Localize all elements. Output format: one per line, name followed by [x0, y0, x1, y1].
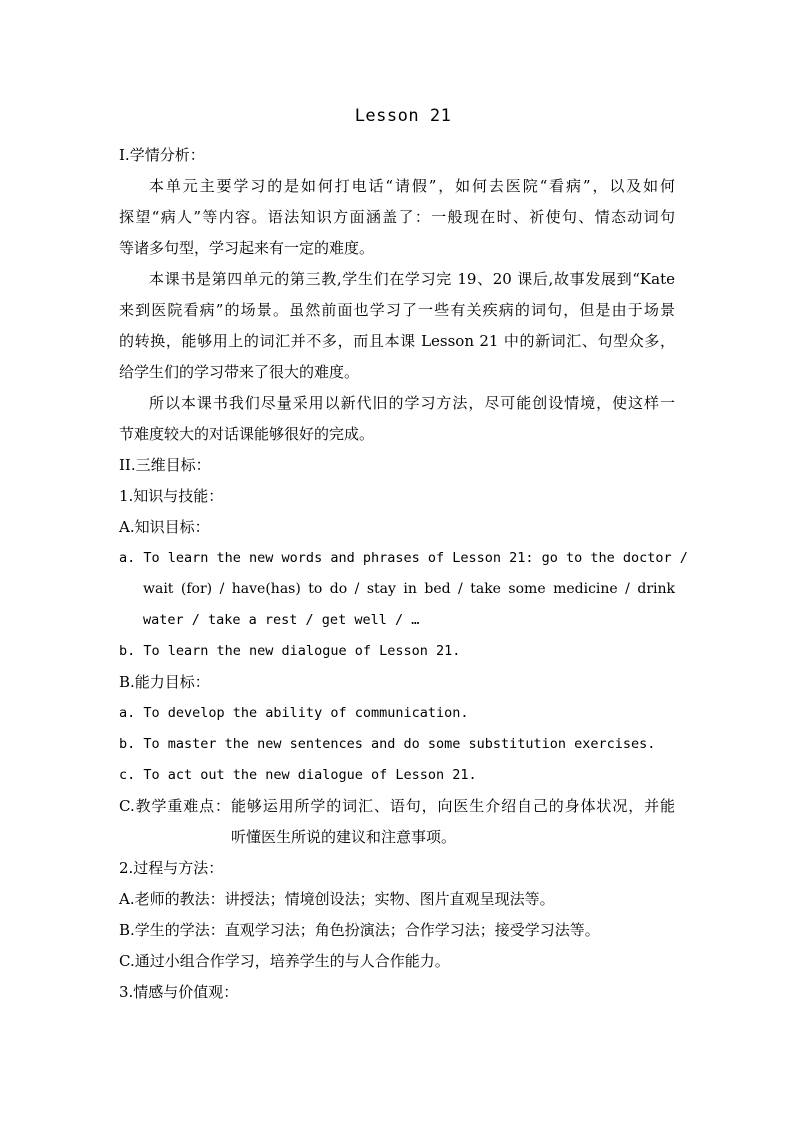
ability-goal-item: a. To develop the ability of communication. [119, 705, 469, 721]
paragraph-line: 的转换，能够用上的词汇并不多，而且本课 Lesson 21 中的新词汇、句型众多， [119, 332, 675, 350]
paragraph-line: 探望“病人”等内容。语法知识方面涵盖了：一般现在时、祈使句、情态动词句 [119, 208, 675, 226]
knowledge-goal-item: water / take a rest / get well / … [143, 612, 420, 628]
paragraph-line: 所以本课书我们尽量采用以新代旧的学习方法，尽可能创设情境，使这样一 [149, 394, 675, 412]
paragraph-line: 来到医院看病”的场景。虽然前面也学习了一些有关疾病的词句，但是由于场景 [119, 301, 675, 319]
key-difficulty-line: C.教学重难点：能够运用所学的词汇、语句，向医生介绍自己的身体状况，并能 [119, 797, 675, 815]
method-item: A.老师的教法：讲授法；情境创设法；实物、图片直观呈现法等。 [119, 890, 555, 908]
method-item: C.通过小组合作学习，培养学生的与人合作能力。 [119, 952, 450, 970]
paragraph-line: 本单元主要学习的是如何打电话“请假”，如何去医院“看病”，以及如何 [149, 177, 675, 195]
ability-goal-heading: B.能力目标： [119, 673, 210, 691]
knowledge-goal-item: b. To learn the new dialogue of Lesson 21. [119, 643, 461, 659]
document-body [119, 140, 688, 1008]
subsection-heading-values: 3.情感与价值观： [119, 983, 239, 1001]
ability-goal-item: c. To act out the new dialogue of Lesson 21. [119, 767, 477, 783]
paragraph-line: 给学生们的学习带来了很大的难度。 [119, 363, 360, 381]
key-difficulty-line: 听懂医生所说的建议和注意事项。 [231, 828, 457, 846]
subsection-heading-process: 2.过程与方法： [119, 859, 224, 877]
paragraph-line: 本课书是第四单元的第三教,学生们在学习完 19、20 课后,故事发展到“Kate [149, 270, 675, 288]
ability-goal-item: b. To master the new sentences and do some substitution exercises. [119, 736, 656, 752]
section-heading-analysis: I.学情分析： [119, 146, 205, 164]
page-title: Lesson 21 [354, 106, 452, 126]
paragraph-line: 节难度较大的对话课能够很好的完成。 [119, 425, 375, 443]
method-item: B.学生的学法：直观学习法；角色扮演法；合作学习法；接受学习法等。 [119, 921, 600, 939]
knowledge-goal-heading: A.知识目标： [119, 518, 210, 536]
subsection-heading-knowledge: 1.知识与技能： [119, 487, 224, 505]
knowledge-goal-item: a. To learn the new words and phrases of Lesson 21: go to the doctor / [119, 550, 688, 566]
paragraph-line: 等诸多句型，学习起来有一定的难度。 [119, 239, 375, 257]
knowledge-goal-item: wait (for) / have(has) to do / stay in bed / take some medicine / drink [143, 581, 675, 597]
section-heading-goals: II.三维目标： [119, 456, 211, 474]
